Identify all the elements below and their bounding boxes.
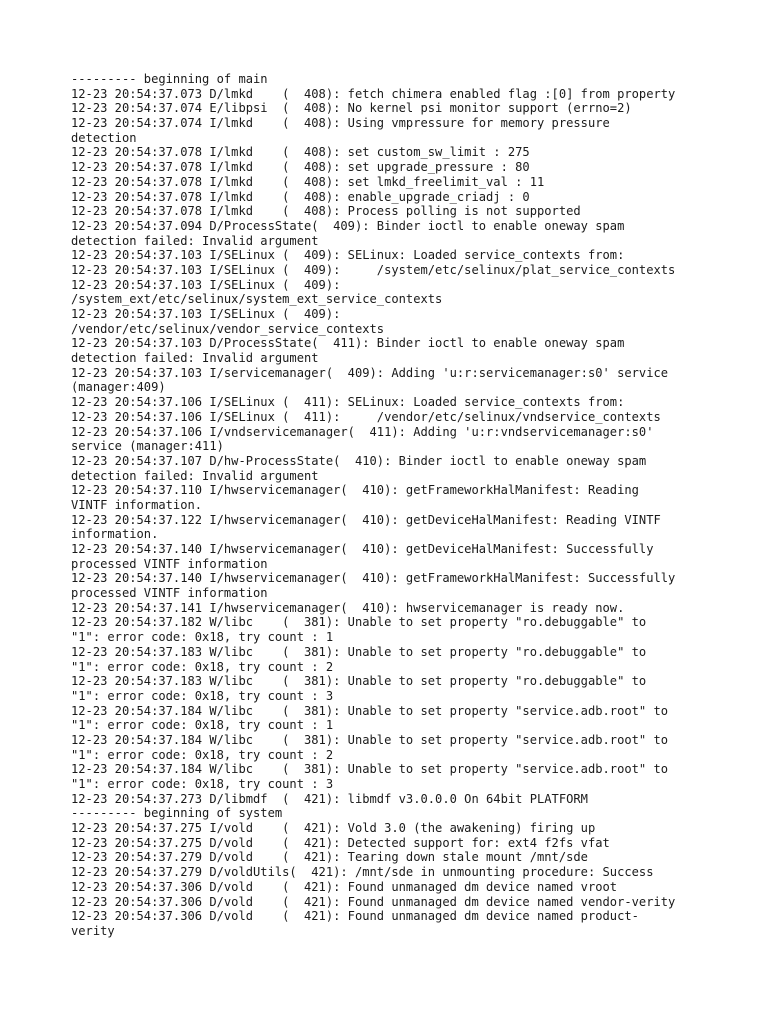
log-line: "1": error code: 0x18, try count : 3	[71, 688, 334, 703]
log-line: processed VINTF information	[71, 556, 268, 571]
log-line: /vendor/etc/selinux/vendor_service_contexts	[71, 321, 385, 336]
log-line: 12-23 20:54:37.094 D/ProcessState( 409): Binder ioctl to enable oneway spam	[71, 218, 625, 233]
log-line: 12-23 20:54:37.184 W/libc ( 381): Unable to set property "service.adb.root" to	[71, 732, 669, 747]
log-line: processed VINTF information	[71, 586, 268, 601]
log-line: "1": error code: 0x18, try count : 2	[71, 659, 334, 674]
log-line: 12-23 20:54:37.273 D/libmdf ( 421): libmdf v3.0.0.0 On 64bit PLATFORM	[71, 791, 588, 806]
log-line: --------- beginning of system	[71, 806, 283, 821]
log-line: 12-23 20:54:37.182 W/libc ( 381): Unable to set property "ro.debuggable" to	[71, 615, 647, 630]
log-line: "1": error code: 0x18, try count : 1	[71, 630, 334, 645]
log-line: 12-23 20:54:37.103 I/SELinux ( 409): /system/etc/selinux/plat_service_contexts	[71, 262, 676, 277]
log-line: 12-23 20:54:37.074 I/lmkd ( 408): Using vmpressure for memory pressure	[71, 116, 610, 131]
log-line: 12-23 20:54:37.306 D/vold ( 421): Found unmanaged dm device named product-	[71, 909, 639, 924]
log-line: 12-23 20:54:37.279 D/vold ( 421): Tearing down stale mount /mnt/sde	[71, 850, 588, 865]
log-document	[71, 72, 711, 939]
log-line: 12-23 20:54:37.140 I/hwservicemanager( 410): getFrameworkHalManifest: Successfully	[71, 571, 676, 586]
log-line: (manager:409)	[71, 380, 166, 395]
log-line: VINTF information.	[71, 497, 203, 512]
log-line: "1": error code: 0x18, try count : 1	[71, 718, 334, 733]
log-line: 12-23 20:54:37.078 I/lmkd ( 408): enable_upgrade_criadj : 0	[71, 189, 530, 204]
log-line: 12-23 20:54:37.122 I/hwservicemanager( 410): getDeviceHalManifest: Reading VINTF	[71, 512, 661, 527]
log-line: 12-23 20:54:37.103 I/SELinux ( 409): SELinux: Loaded service_contexts from:	[71, 248, 625, 263]
log-line: 12-23 20:54:37.078 I/lmkd ( 408): set upgrade_pressure : 80	[71, 160, 530, 175]
log-line: 12-23 20:54:37.074 E/libpsi ( 408): No kernel psi monitor support (errno=2)	[71, 101, 632, 116]
log-line: 12-23 20:54:37.073 D/lmkd ( 408): fetch chimera enabled flag :[0] from property	[71, 86, 676, 101]
log-line: 12-23 20:54:37.103 I/SELinux ( 409):	[71, 277, 341, 292]
log-line: 12-23 20:54:37.103 D/ProcessState( 411): Binder ioctl to enable oneway spam	[71, 336, 625, 351]
log-line: 12-23 20:54:37.184 W/libc ( 381): Unable to set property "service.adb.root" to	[71, 703, 669, 718]
log-line: information.	[71, 527, 159, 542]
log-line: detection failed: Invalid argument	[71, 351, 319, 366]
log-line: 12-23 20:54:37.183 W/libc ( 381): Unable to set property "ro.debuggable" to	[71, 644, 647, 659]
log-line: 12-23 20:54:37.184 W/libc ( 381): Unable to set property "service.adb.root" to	[71, 762, 669, 777]
log-line: 12-23 20:54:37.103 I/SELinux ( 409):	[71, 307, 341, 321]
log-line: verity	[71, 923, 115, 938]
log-line: 12-23 20:54:37.106 I/SELinux ( 411): SELinux: Loaded service_contexts from:	[71, 395, 625, 410]
log-line: 12-23 20:54:37.140 I/hwservicemanager( 410): getDeviceHalManifest: Successfully	[71, 542, 654, 556]
log-line: 12-23 20:54:37.103 I/servicemanager( 409): Adding 'u:r:servicemanager:s0' service	[71, 365, 669, 380]
log-line: --------- beginning of main	[71, 72, 268, 86]
log-line: 12-23 20:54:37.106 I/SELinux ( 411): /vendor/etc/selinux/vndservice_contexts	[71, 409, 661, 424]
log-line: 12-23 20:54:37.306 D/vold ( 421): Found unmanaged dm device named vroot	[71, 879, 618, 894]
log-line: 12-23 20:54:37.106 I/vndservicemanager( 411): Adding 'u:r:vndservicemanager:s0'	[71, 424, 654, 439]
log-line: 12-23 20:54:37.078 I/lmkd ( 408): set custom_sw_limit : 275	[71, 145, 530, 160]
log-line: 12-23 20:54:37.078 I/lmkd ( 408): Process polling is not supported	[71, 204, 581, 219]
log-line: 12-23 20:54:37.183 W/libc ( 381): Unable to set property "ro.debuggable" to	[71, 674, 647, 689]
log-line: 12-23 20:54:37.141 I/hwservicemanager( 410): hwservicemanager is ready now.	[71, 600, 625, 615]
log-line: 12-23 20:54:37.275 I/vold ( 421): Vold 3.0 (the awakening) firing up	[71, 821, 596, 836]
log-line: 12-23 20:54:37.107 D/hw-ProcessState( 410): Binder ioctl to enable oneway spam	[71, 453, 647, 468]
log-line: detection	[71, 130, 137, 145]
log-line: "1": error code: 0x18, try count : 2	[71, 747, 334, 762]
log-line: detection failed: Invalid argument	[71, 233, 319, 248]
log-line: detection failed: Invalid argument	[71, 468, 319, 483]
log-line: 12-23 20:54:37.275 D/vold ( 421): Detected support for: ext4 f2fs vfat	[71, 835, 610, 850]
log-line: service (manager:411)	[71, 439, 224, 454]
log-line: 12-23 20:54:37.078 I/lmkd ( 408): set lmkd_freelimit_val : 11	[71, 174, 545, 189]
log-line: 12-23 20:54:37.279 D/voldUtils( 421): /mnt/sde in unmounting procedure: Success	[71, 865, 654, 880]
log-line: 12-23 20:54:37.110 I/hwservicemanager( 410): getFrameworkHalManifest: Reading	[71, 483, 639, 498]
log-line: /system_ext/etc/selinux/system_ext_service_contexts	[71, 292, 443, 307]
log-line: "1": error code: 0x18, try count : 3	[71, 777, 334, 791]
log-line: 12-23 20:54:37.306 D/vold ( 421): Found unmanaged dm device named vendor-verity	[71, 894, 676, 909]
